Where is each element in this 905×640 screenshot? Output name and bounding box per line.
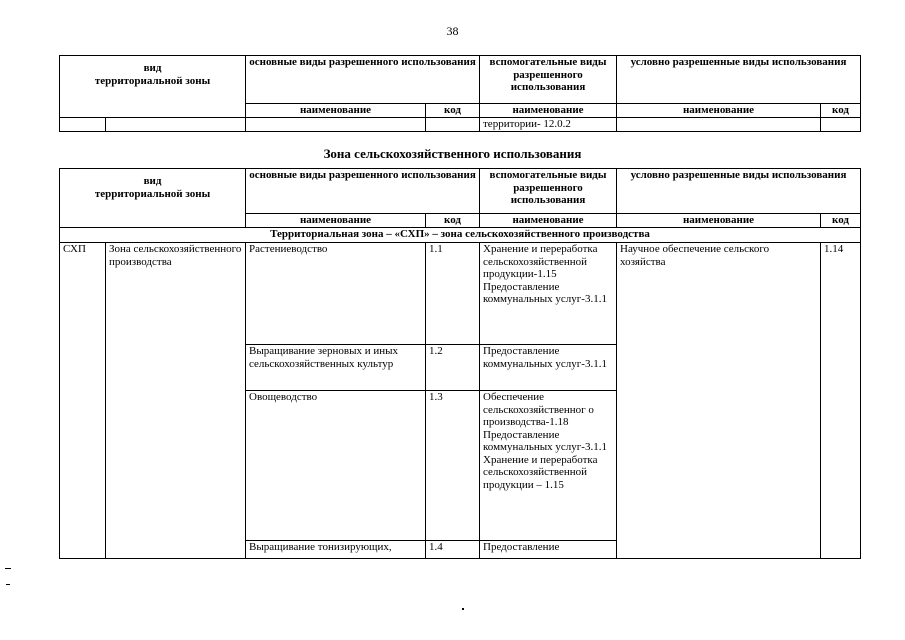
carry-main-name bbox=[246, 118, 426, 132]
main-use-name: Овощеводство bbox=[246, 391, 426, 541]
aux-use: Обеспечение сельскохозяйственног о производства-1.18 Предоставление коммунальных услуг-3.1.1 Хранение и переработка сельскохозяйственной продукции – 1.15 bbox=[480, 391, 617, 541]
scan-mark bbox=[462, 608, 464, 610]
carryover-table bbox=[59, 55, 861, 132]
page-number: 38 bbox=[446, 24, 459, 38]
carry-main-code bbox=[426, 118, 480, 132]
carry-cond-name bbox=[617, 118, 821, 132]
col-main-name: наименование bbox=[246, 104, 426, 118]
col-aux-name-2: наименование bbox=[480, 214, 617, 228]
col-aux-name: наименование bbox=[480, 104, 617, 118]
header-aux-uses: вспомогательные виды разрешенного использования bbox=[480, 56, 617, 104]
main-use-name: Растениеводство bbox=[246, 243, 426, 345]
main-use-name: Выращивание тонизирующих, bbox=[246, 541, 426, 559]
col-main-code-2: код bbox=[426, 214, 480, 228]
scan-mark bbox=[5, 568, 11, 569]
col-cond-code-2: код bbox=[821, 214, 861, 228]
header-zone-type-2: вид территориальной зоны bbox=[60, 169, 246, 228]
header-main-uses: основные виды разрешенного использования bbox=[246, 56, 480, 104]
header-aux-uses-2: вспомогательные виды разрешенного использования bbox=[480, 169, 617, 214]
carry-zone-code bbox=[60, 118, 106, 132]
aux-use: Предоставление bbox=[480, 541, 617, 559]
main-use-code: 1.4 bbox=[426, 541, 480, 559]
header-main-uses-2: основные виды разрешенного использования bbox=[246, 169, 480, 214]
carry-aux: территории- 12.0.2 bbox=[480, 118, 617, 132]
col-cond-code: код bbox=[821, 104, 861, 118]
main-use-code: 1.1 bbox=[426, 243, 480, 345]
main-use-code: 1.3 bbox=[426, 391, 480, 541]
zone-code: СХП bbox=[60, 243, 106, 559]
conditional-use-code: 1.14 bbox=[821, 243, 861, 559]
main-use-name: Выращивание зерновых и иных сельскохозяйственных культур bbox=[246, 345, 426, 391]
scan-mark bbox=[6, 584, 10, 585]
col-cond-name-2: наименование bbox=[617, 214, 821, 228]
col-cond-name: наименование bbox=[617, 104, 821, 118]
main-use-code: 1.2 bbox=[426, 345, 480, 391]
subzone-title: Территориальная зона – «СХП» – зона сельскохозяйственного производства bbox=[60, 228, 861, 243]
header-zone-type: вид территориальной зоны bbox=[60, 56, 246, 118]
conditional-use-name: Научное обеспечение сельского хозяйства bbox=[617, 243, 821, 559]
col-main-name-2: наименование bbox=[246, 214, 426, 228]
zone-table bbox=[59, 168, 861, 559]
carry-zone-name bbox=[106, 118, 246, 132]
header-conditional-uses-2: условно разрешенные виды использования bbox=[617, 169, 861, 214]
header-conditional-uses: условно разрешенные виды использования bbox=[617, 56, 861, 104]
section-title: Зона сельскохозяйственного использования bbox=[323, 146, 582, 161]
zone-name: Зона сельскохозяйственного производства bbox=[106, 243, 246, 559]
col-main-code: код bbox=[426, 104, 480, 118]
carry-cond-code bbox=[821, 118, 861, 132]
aux-use: Предоставление коммунальных услуг-3.1.1 bbox=[480, 345, 617, 391]
aux-use: Хранение и переработка сельскохозяйственной продукции-1.15 Предоставление коммунальных услуг-3.1.1 bbox=[480, 243, 617, 345]
